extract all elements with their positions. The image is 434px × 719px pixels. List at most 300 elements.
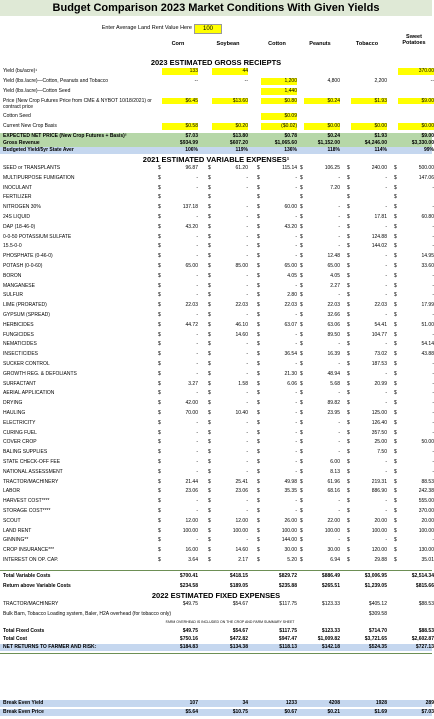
value-cell: 137.18 [182, 204, 198, 211]
value-cell: $2,602.87 [411, 635, 434, 642]
value-cell: $524.35 [368, 643, 387, 650]
value-cell: - [246, 419, 248, 426]
value-cell: - [385, 292, 387, 299]
dollar-sign: $ [300, 517, 303, 524]
value-cell: 6.00 [330, 459, 340, 465]
dollar-sign: $ [257, 184, 260, 191]
value-cell: 886.90 [371, 488, 387, 495]
value-cell: - [196, 312, 198, 318]
dollar-sign: $ [347, 517, 350, 524]
dollar-sign: $ [158, 537, 161, 544]
dollar-sign: $ [300, 439, 303, 446]
value-cell: - [295, 390, 297, 397]
value-cell: $886.49 [321, 572, 340, 579]
value-cell: - [385, 174, 387, 181]
dollar-sign: $ [257, 390, 260, 397]
value-cell: 70.00 [185, 410, 198, 416]
table-row [0, 165, 432, 172]
dollar-sign: $ [158, 204, 161, 211]
value-cell: - [295, 498, 297, 505]
value-cell: - [196, 214, 198, 220]
value-cell: - [246, 537, 248, 544]
table-row [0, 518, 432, 525]
table-row [0, 557, 432, 564]
value-cell: $0.67 [284, 709, 297, 715]
row-label: FERTILIZER [3, 194, 32, 201]
row-label: SURFACTANT [3, 380, 36, 387]
dollar-sign: $ [347, 223, 350, 230]
row-label: NEMATICIDES [3, 341, 37, 348]
dollar-sign: $ [347, 302, 350, 309]
value-cell: - [246, 341, 248, 348]
value-cell: 54.14 [421, 341, 434, 348]
dollar-sign: $ [347, 272, 350, 279]
value-cell: 22.03 [327, 302, 340, 309]
value-cell: $472.82 [229, 635, 248, 642]
dollar-sign: $ [300, 302, 303, 309]
row-label: STATE CHECK-OFF FEE [3, 459, 61, 465]
value-cell: - [246, 312, 248, 318]
value-cell: $10.75 [232, 709, 248, 715]
value-cell: - [295, 331, 297, 338]
dollar-sign: $ [208, 498, 211, 505]
table-row [0, 644, 432, 651]
land-rent-input[interactable]: 100 [194, 24, 222, 34]
dollar-sign: $ [158, 527, 161, 534]
table-row [0, 390, 432, 397]
value-cell: 65.00 [284, 263, 297, 269]
value-cell: 500.00 [418, 165, 434, 171]
value-cell: $118.13 [279, 643, 297, 650]
value-cell: - [385, 184, 387, 191]
value-cell: 14.60 [235, 547, 248, 554]
value-cell: 100.00 [418, 527, 434, 534]
row-label: Budgeted Yield/5yr State Aver [3, 147, 74, 153]
value-cell: - [246, 498, 248, 505]
row-label: Yield (lbs./acre)—Cotton Seed [3, 88, 71, 94]
dollar-sign: $ [347, 214, 350, 220]
value-cell: 35.35 [284, 488, 297, 495]
dollar-sign: $ [394, 557, 397, 563]
dollar-sign: $ [347, 370, 350, 377]
value-cell: -- [194, 78, 198, 84]
dollar-sign: $ [208, 400, 211, 407]
dollar-sign: $ [300, 400, 303, 407]
value-cell: 115.14 [282, 165, 297, 171]
value-cell: 30.00 [327, 547, 340, 554]
dollar-sign: $ [257, 488, 260, 495]
dollar-sign: $ [347, 233, 350, 240]
value-cell: - [432, 361, 434, 367]
dollar-sign: $ [208, 243, 211, 250]
row-label: Current New Crop Basis [3, 123, 57, 129]
dollar-sign: $ [347, 243, 350, 250]
value-cell: $123.33 [321, 600, 340, 607]
dollar-sign: $ [394, 321, 397, 328]
value-cell: - [385, 400, 387, 407]
value-cell[interactable]: 1,200 [261, 78, 297, 85]
value-cell: $3,006.95 [364, 572, 387, 579]
value-cell: $2,514.34 [411, 572, 434, 579]
value-cell: - [196, 508, 198, 514]
dollar-sign: $ [208, 174, 211, 181]
value-cell: - [295, 341, 297, 348]
dollar-sign: $ [257, 253, 260, 260]
dollar-sign: $ [394, 302, 397, 309]
value-cell: - [196, 243, 198, 250]
value-cell: 49.98 [284, 478, 297, 485]
dollar-sign: $ [257, 439, 260, 446]
row-label: INTEREST ON OP. CAP. [3, 557, 59, 563]
row-label: 0-0-50 POTASSIUM SULFATE [3, 233, 72, 240]
dollar-sign: $ [300, 263, 303, 269]
table-row [0, 322, 432, 329]
value-cell: - [338, 498, 340, 505]
value-cell: 60.80 [421, 214, 434, 220]
row-label: HARVEST COST**** [3, 498, 50, 505]
row-label: HERBICIDES [3, 321, 34, 328]
dollar-sign: $ [257, 272, 260, 279]
value-cell: - [295, 312, 297, 318]
row-label: HAULING [3, 410, 26, 416]
table-row [0, 351, 432, 358]
table-row [0, 709, 432, 716]
value-cell: - [432, 537, 434, 544]
dollar-sign: $ [394, 351, 397, 358]
dollar-sign: $ [300, 557, 303, 563]
table-row [0, 537, 432, 544]
value-cell: - [196, 468, 198, 475]
value-cell: 89.82 [327, 400, 340, 407]
table-row [0, 371, 432, 378]
row-label: CURING FUEL [3, 429, 37, 436]
table-row [0, 88, 432, 95]
value-cell: $123.33 [321, 627, 340, 634]
value-cell[interactable]: $0.00 [398, 123, 434, 130]
dollar-sign: $ [257, 165, 260, 171]
dollar-sign: $ [394, 214, 397, 220]
dollar-sign: $ [257, 459, 260, 465]
value-cell[interactable]: $9.00 [398, 98, 434, 104]
row-label: FUNGICIDES [3, 331, 34, 338]
value-cell: - [246, 400, 248, 407]
dollar-sign: $ [347, 439, 350, 446]
value-cell: - [385, 223, 387, 230]
dollar-sign: $ [158, 184, 161, 191]
dollar-sign: $ [347, 449, 350, 456]
dollar-sign: $ [158, 449, 161, 456]
value-cell: 34 [242, 700, 248, 706]
value-cell: 68.16 [327, 488, 340, 495]
row-label: SULFUR [3, 292, 24, 299]
row-label: AERIAL APPLICATION [3, 390, 55, 397]
dollar-sign: $ [347, 557, 350, 563]
row-label: NET RETURNS TO FARMER AND RISK: [3, 643, 97, 650]
row-label: 15.5-0-0 [3, 243, 22, 250]
value-cell: - [385, 370, 387, 377]
value-cell: 14.60 [235, 331, 248, 338]
dollar-sign: $ [347, 321, 350, 328]
dollar-sign: $ [347, 537, 350, 544]
dollar-sign: $ [158, 302, 161, 309]
dollar-sign: $ [158, 214, 161, 220]
value-cell: $0.78 [284, 133, 297, 139]
dollar-sign: $ [208, 184, 211, 191]
value-cell: 43.88 [421, 351, 434, 358]
row-label: 24S LIQUID [3, 214, 30, 220]
value-cell: 1233 [285, 700, 297, 706]
dollar-sign: $ [208, 419, 211, 426]
dollar-sign: $ [347, 390, 350, 397]
value-cell[interactable]: $0.80 [261, 98, 297, 104]
value-cell: - [432, 459, 434, 465]
value-cell: 44.72 [185, 321, 198, 328]
dollar-sign: $ [394, 282, 397, 289]
dollar-sign: $ [158, 361, 161, 367]
dollar-sign: $ [300, 223, 303, 230]
value-cell: $700.41 [179, 572, 198, 579]
section-heading: 2023 ESTIMATED GROSS RECIEPTS [150, 58, 282, 67]
dollar-sign: $ [158, 400, 161, 407]
value-cell: 23.06 [185, 488, 198, 495]
value-cell[interactable]: $0.20 [212, 123, 248, 130]
value-cell: $9.00 [421, 133, 434, 139]
dollar-sign: $ [208, 439, 211, 446]
value-cell: $309.58 [368, 610, 387, 617]
value-cell: - [196, 331, 198, 338]
dollar-sign: $ [347, 341, 350, 348]
dollar-sign: $ [394, 419, 397, 426]
value-cell: - [196, 253, 198, 260]
value-cell: 10.40 [235, 410, 248, 416]
table-row [0, 292, 432, 299]
dollar-sign: $ [257, 214, 260, 220]
dollar-sign: $ [257, 370, 260, 377]
value-cell[interactable]: $0.00 [351, 123, 387, 130]
value-cell: 4.05 [287, 272, 297, 279]
dollar-sign: $ [158, 174, 161, 181]
dollar-sign: $ [347, 194, 350, 201]
dollar-sign: $ [300, 272, 303, 279]
dollar-sign: $ [347, 184, 350, 191]
dollar-sign: $ [208, 292, 211, 299]
value-cell: - [295, 253, 297, 260]
value-cell: - [432, 223, 434, 230]
value-cell: - [196, 272, 198, 279]
dollar-sign: $ [158, 517, 161, 524]
value-cell: - [338, 429, 340, 436]
dollar-sign: $ [300, 468, 303, 475]
value-cell: - [338, 174, 340, 181]
value-cell: - [295, 233, 297, 240]
dollar-sign: $ [208, 468, 211, 475]
value-cell: 22.00 [327, 517, 340, 524]
dollar-sign: $ [300, 361, 303, 367]
value-cell[interactable]: 370.00 [398, 68, 434, 75]
value-cell: - [246, 429, 248, 436]
value-cell[interactable]: $0.58 [162, 123, 198, 130]
value-cell: $54.67 [232, 627, 248, 634]
dollar-sign: $ [158, 547, 161, 554]
value-cell: 100.00 [281, 527, 297, 534]
value-cell[interactable]: $6.45 [162, 98, 198, 104]
value-cell: - [338, 439, 340, 446]
dollar-sign: $ [158, 508, 161, 514]
value-cell: -- [430, 78, 434, 84]
dollar-sign: $ [300, 341, 303, 348]
value-cell: 51.00 [421, 321, 434, 328]
dollar-sign: $ [158, 272, 161, 279]
dollar-sign: $ [208, 459, 211, 465]
value-cell: $418.15 [229, 572, 248, 579]
dollar-sign: $ [300, 459, 303, 465]
table-row [0, 332, 432, 339]
value-cell: 100.00 [371, 527, 387, 534]
dollar-sign: $ [300, 410, 303, 416]
value-cell: $117.75 [279, 627, 297, 634]
value-cell: 4.05 [330, 272, 340, 279]
value-cell: 2.17 [238, 557, 248, 563]
value-cell: - [196, 370, 198, 377]
value-cell: - [338, 449, 340, 456]
dollar-sign: $ [394, 439, 397, 446]
table-row [0, 253, 432, 260]
value-cell: - [385, 390, 387, 397]
value-cell: - [385, 282, 387, 289]
dollar-sign: $ [208, 204, 211, 211]
value-cell: - [338, 508, 340, 514]
value-cell: 4,800 [327, 78, 340, 84]
dollar-sign: $ [158, 282, 161, 289]
value-cell: $1,009.82 [317, 635, 340, 642]
value-cell[interactable]: $0.09 [261, 113, 297, 120]
value-cell[interactable]: 133 [162, 68, 198, 75]
row-label: STORAGE COST**** [3, 508, 51, 514]
value-cell: - [295, 184, 297, 191]
table-row [0, 133, 432, 140]
value-cell: - [196, 459, 198, 465]
value-cell[interactable]: $1.93 [351, 98, 387, 104]
dollar-sign: $ [347, 351, 350, 358]
value-cell: 20.00 [374, 517, 387, 524]
dollar-sign: $ [158, 459, 161, 465]
dollar-sign: $ [347, 488, 350, 495]
value-cell: 2,200 [374, 78, 387, 84]
row-label: BORON [3, 272, 22, 279]
dollar-sign: $ [300, 174, 303, 181]
value-cell: 32.66 [327, 312, 340, 318]
row-label: INSECTICIDES [3, 351, 39, 358]
value-cell: - [246, 439, 248, 446]
value-cell: 17.99 [421, 302, 434, 309]
value-cell: 50.00 [421, 439, 434, 446]
value-cell: 100.00 [232, 527, 248, 534]
value-cell: - [432, 449, 434, 456]
row-label: POTASH (0-0-60) [3, 263, 43, 269]
dollar-sign: $ [158, 243, 161, 250]
value-cell[interactable]: 1,440 [261, 88, 297, 95]
dollar-sign: $ [300, 165, 303, 171]
dollar-sign: $ [347, 508, 350, 514]
value-cell[interactable]: 44 [212, 68, 248, 75]
row-label: Bulk Barn, Tobacco Loading system, Baler, H2A overhead (for tobacco only) [3, 610, 172, 617]
value-cell[interactable]: $0.00 [304, 123, 340, 130]
value-cell: 1.58 [238, 380, 248, 387]
value-cell: 22.03 [185, 302, 198, 309]
row-label: LABOR [3, 488, 20, 495]
dollar-sign: $ [158, 557, 161, 563]
value-cell: $88.53 [418, 627, 434, 634]
row-label: Break Even Yield [3, 700, 44, 706]
value-cell[interactable]: $13.60 [212, 98, 248, 104]
value-cell: - [295, 508, 297, 514]
dollar-sign: $ [394, 361, 397, 367]
value-cell: 5.20 [287, 557, 297, 563]
dollar-sign: $ [300, 449, 303, 456]
dollar-sign: $ [208, 547, 211, 554]
value-cell: 43.20 [284, 223, 297, 230]
row-label: Cotton Seed [3, 113, 31, 119]
table-row [0, 420, 432, 427]
dollar-sign: $ [257, 223, 260, 230]
value-cell: 43.20 [185, 223, 198, 230]
value-cell: $3,721.65 [364, 635, 387, 642]
value-cell[interactable]: $0.24 [304, 98, 340, 104]
dollar-sign: $ [208, 233, 211, 240]
value-cell: 240.00 [371, 165, 387, 171]
table-row [0, 147, 432, 154]
table-row [0, 68, 432, 75]
table-row [0, 700, 432, 707]
row-label: SUCKER CONTROL [3, 361, 50, 367]
dollar-sign: $ [347, 410, 350, 416]
value-cell: 54.41 [374, 321, 387, 328]
value-cell: $184.83 [179, 643, 198, 650]
dollar-sign: $ [158, 312, 161, 318]
value-cell: - [295, 214, 297, 220]
value-cell: 130.00 [418, 547, 434, 554]
value-cell: $1,065.60 [274, 140, 297, 146]
value-cell: - [196, 361, 198, 367]
table-row [0, 469, 432, 476]
table-row [0, 302, 432, 309]
value-cell: 147.06 [418, 174, 434, 181]
dollar-sign: $ [300, 380, 303, 387]
value-cell: - [432, 370, 434, 377]
value-cell: $189.05 [229, 582, 248, 589]
dollar-sign: $ [257, 282, 260, 289]
value-cell: $815.66 [415, 582, 434, 589]
value-cell: 20.99 [374, 380, 387, 387]
table-row [0, 175, 432, 182]
dollar-sign: $ [158, 370, 161, 377]
value-cell: 144.02 [371, 243, 387, 250]
dollar-sign: $ [347, 361, 350, 367]
rent-label: Enter Average Land Rent Value Here [101, 25, 192, 31]
value-cell: 61.96 [327, 478, 340, 485]
value-cell[interactable]: ($0.02) [261, 123, 297, 130]
table-row [0, 234, 432, 241]
value-cell: $13.80 [232, 133, 248, 139]
value-cell: - [246, 243, 248, 250]
row-label: Total Fixed Costs [3, 627, 45, 634]
value-cell: - [196, 439, 198, 446]
dollar-sign: $ [300, 253, 303, 260]
value-cell: - [196, 498, 198, 505]
value-cell: $142.18 [321, 643, 340, 650]
dollar-sign: $ [208, 194, 211, 201]
dollar-sign: $ [257, 410, 260, 416]
